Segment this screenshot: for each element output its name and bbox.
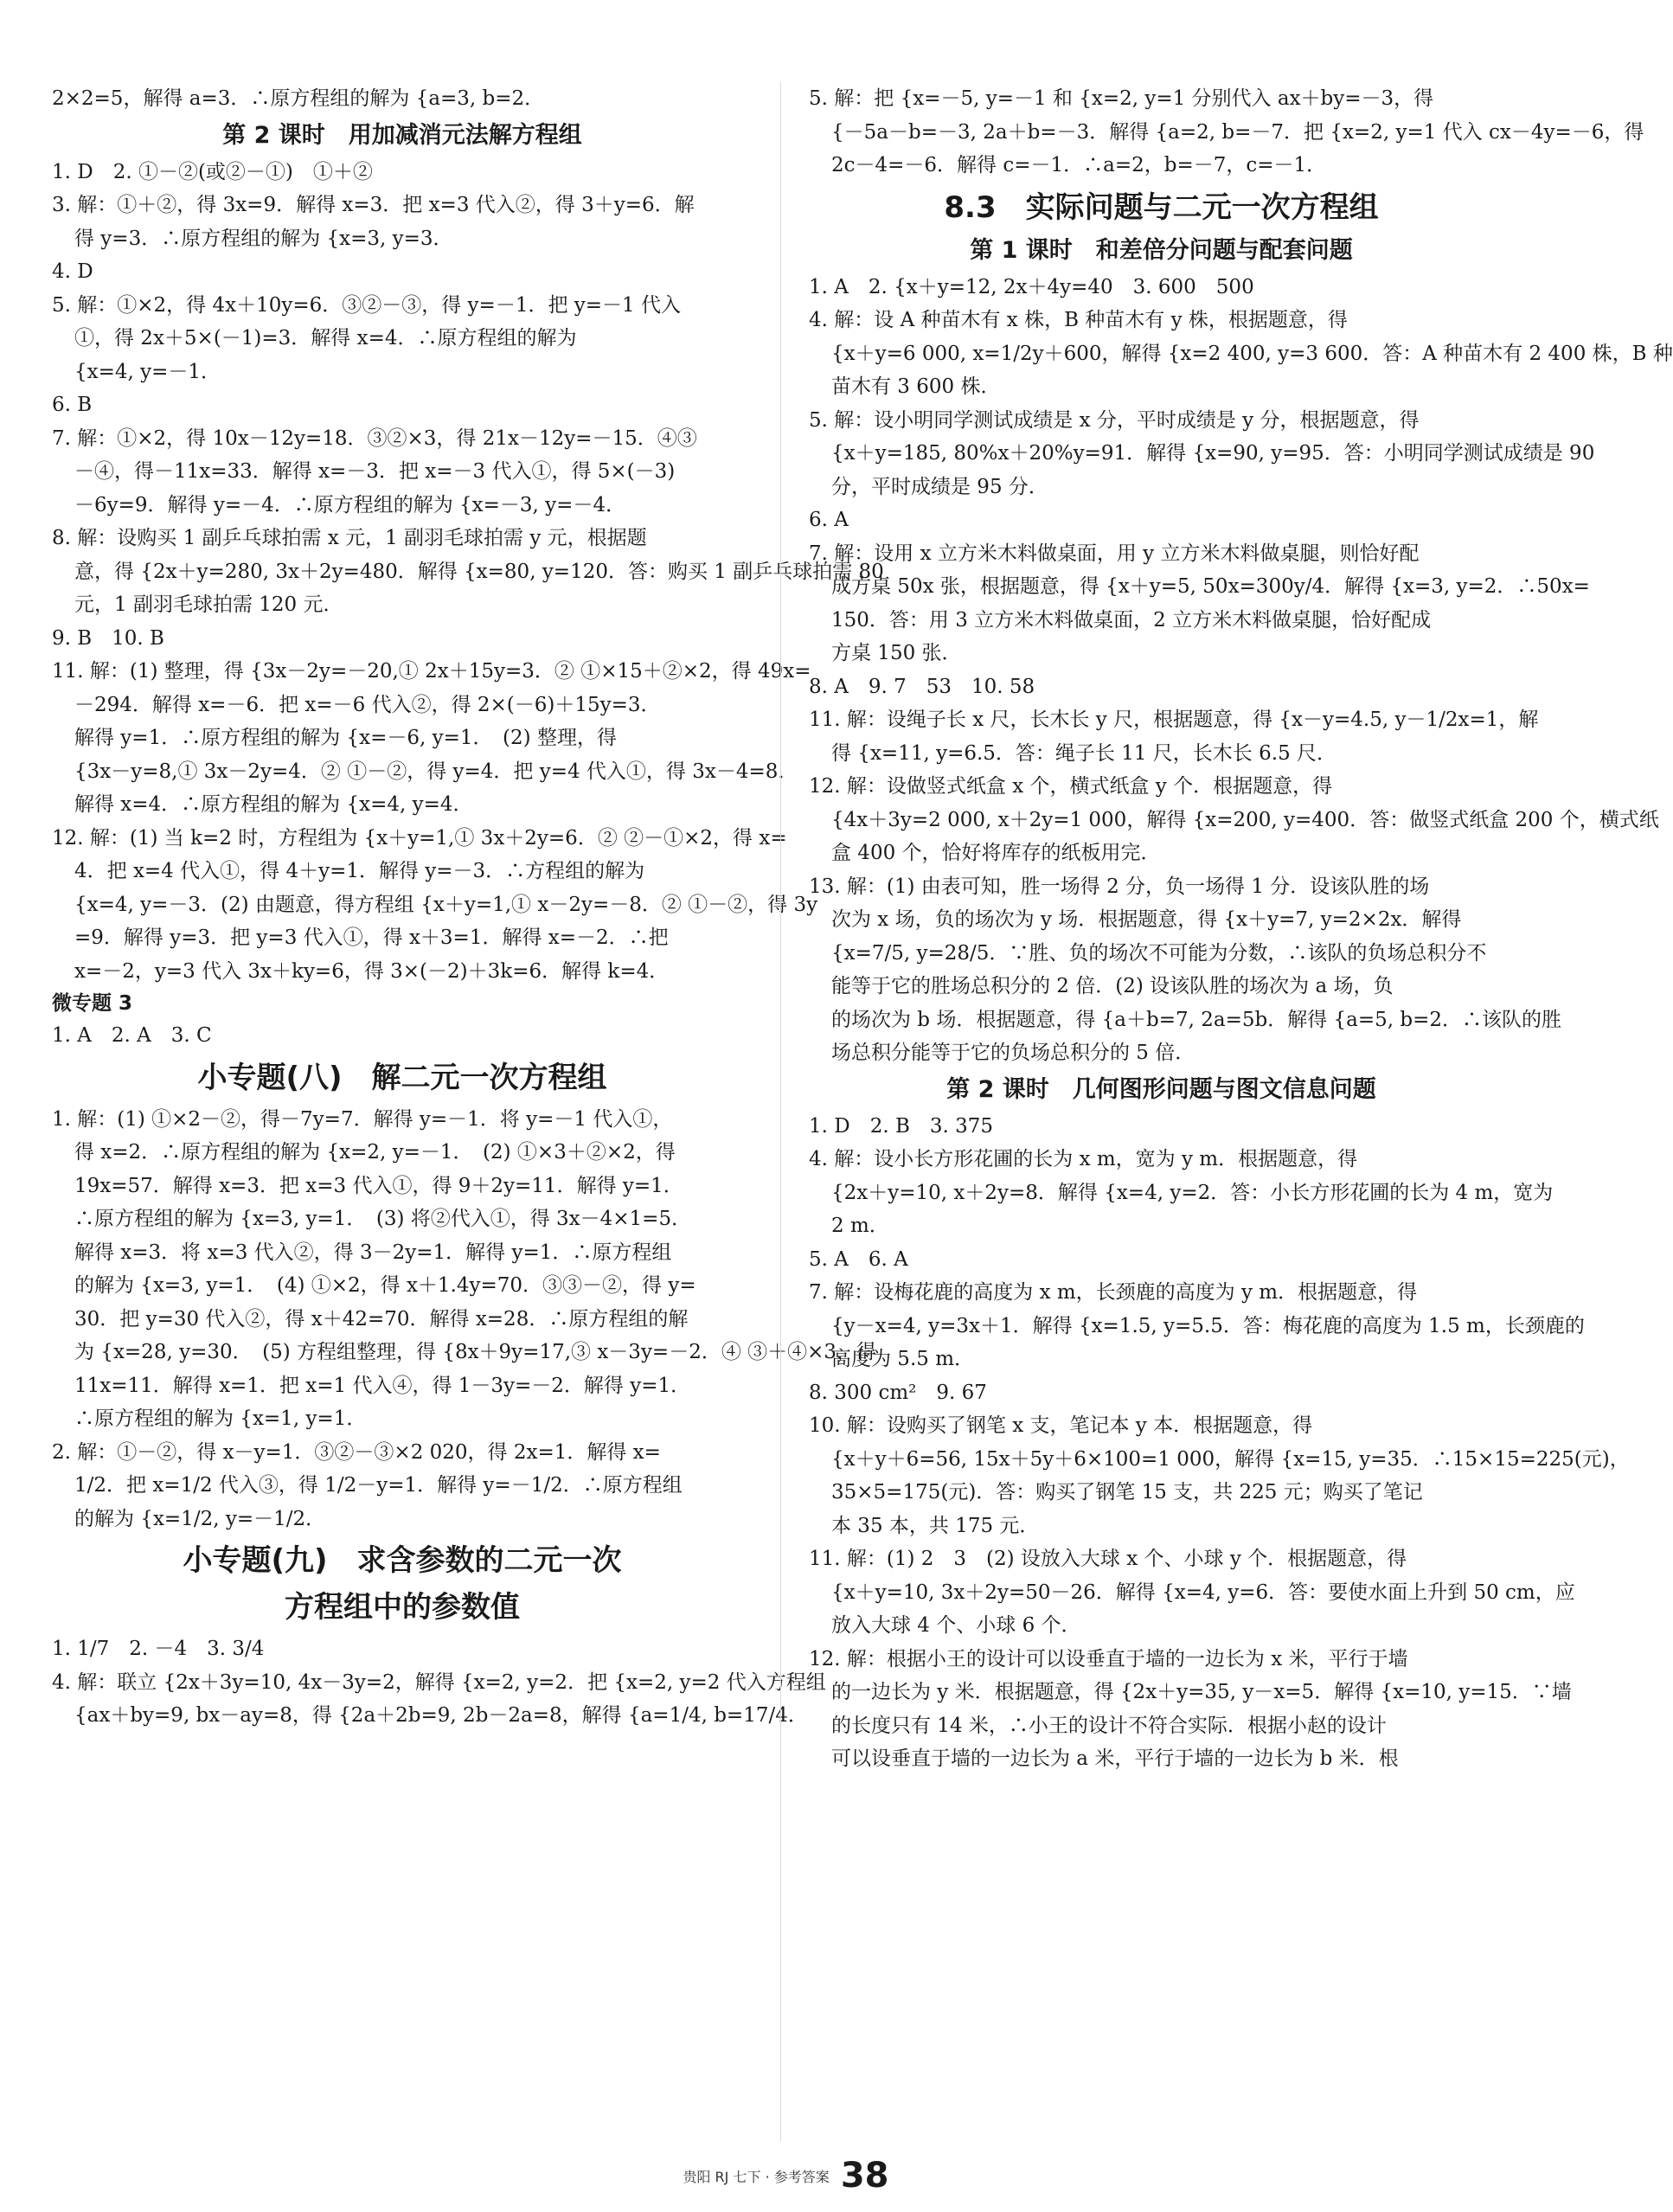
footer-label: 贵阳 RJ 七下 · 参考答案 bbox=[683, 2168, 830, 2185]
page-number: 38 bbox=[840, 2156, 889, 2196]
answer-line-continued: 解得 y=1．∴原方程组的解为 {x=－6, y=1． (2) 整理，得 bbox=[74, 727, 617, 749]
answer-line-continued: ①，得 2x＋5×(－1)=3．解得 x=4．∴原方程组的解为 bbox=[74, 327, 577, 349]
answer-line-continued: 的长度只有 14 米，∴小王的设计不符合实际．根据小赵的设计 bbox=[831, 1714, 1387, 1737]
answer-line-continued: －294．解得 x=－6．把 x=－6 代入②，得 2×(－6)＋15y=3． bbox=[74, 693, 661, 716]
section-heading: 小专题(八) 解二元一次方程组 bbox=[197, 1060, 607, 1095]
answer-line: 12. 解：设做竖式纸盒 x 个，横式纸盒 y 个．根据题意，得 bbox=[809, 775, 1333, 798]
lesson-heading: 第 2 课时 用加减消元法解方程组 bbox=[222, 121, 582, 149]
answer-line-continued: 苗木有 3 600 株． bbox=[831, 375, 1001, 398]
answer-line-continued: 19x=57．解得 x=3．把 x=3 代入①，得 9＋2y=11．解得 y=1． bbox=[74, 1174, 683, 1197]
answer-line: 1. 1/7 2. －4 3. 3/4 bbox=[52, 1638, 265, 1660]
answer-line: 2. 解：①－②，得 x－y=1．③②－③×2 020，得 2x=1．解得 x= bbox=[52, 1440, 661, 1464]
answer-line-continued: {4x＋3y=2 000, x＋2y=1 000，解得 {x=200, y=400．答：做竖式纸盒 200 个，横式纸 bbox=[831, 808, 1659, 831]
answer-line-continued: 得 {x=11, y=6.5．答：绳子长 11 尺，长木长 6.5 尺． bbox=[831, 741, 1337, 765]
answer-line-continued: {x=4, y=－3．(2) 由题意，得方程组 {x＋y=1,① x－2y=－8．② ①－②，得 3y bbox=[74, 893, 818, 916]
answer-line-continued: 11x=11．解得 x=1．把 x=1 代入④，得 1－3y=－2．解得 y=1． bbox=[74, 1374, 691, 1397]
answer-line: 1. A 2. A 3. C bbox=[52, 1024, 212, 1047]
answer-line-continued: －④，得－11x=33．解得 x=－3．把 x=－3 代入①，得 5×(－3) bbox=[74, 460, 676, 483]
answer-line-continued: 次为 x 场，负的场次为 y 场．根据题意，得 {x＋y=7, y=2×2x．解得 bbox=[831, 908, 1462, 931]
topic-heading: 微专题 3 bbox=[52, 992, 133, 1015]
section-heading: 方程组中的参数值 bbox=[285, 1590, 520, 1625]
answer-line-continued: 盒 400 个，恰好将库存的纸板用完． bbox=[831, 842, 1161, 864]
answer-line: 1. D 2. B 3. 375 bbox=[809, 1114, 994, 1138]
answer-line-continued: {x＋y=185, 80%x＋20%y=91．解得 {x=90, y=95．答：小明同学测试成绩是 90 bbox=[831, 442, 1595, 465]
section-heading: 8.3 实际问题与二元一次方程组 bbox=[944, 189, 1379, 225]
answer-line-continued: {x＋y＋6=56, 15x＋5y＋6×100=1 000，解得 {x=15, y=35．∴15×15=225(元)， bbox=[831, 1447, 1630, 1471]
answer-line-continued: 35×5=175(元)．答：购买了钢笔 15 支，共 225 元；购买了笔记 bbox=[831, 1481, 1423, 1504]
answer-line: 6. A bbox=[809, 509, 849, 531]
answer-line-continued: {x=7/5, y=28/5．∵胜、负的场次不可能为分数，∴该队的负场总积分不 bbox=[831, 941, 1487, 965]
page-footer bbox=[0, 2156, 1572, 2196]
answer-line-continued: 高度为 5.5 m． bbox=[831, 1348, 975, 1370]
answer-line-continued: 为 {x=28, y=30． (5) 方程组整理，得 {8x＋9y=17,③ x－3y=－2．④ ③＋④×3，得 bbox=[74, 1341, 877, 1363]
answer-line-continued: －6y=9．解得 y=－4．∴原方程组的解为 {x=－3, y=－4． bbox=[74, 493, 626, 516]
answer-line-continued: {x=4, y=－1． bbox=[74, 360, 221, 383]
answer-line: 6. B bbox=[52, 394, 93, 416]
answer-line-continued: 解得 x=4．∴原方程组的解为 {x=4, y=4． bbox=[74, 793, 473, 816]
answer-line-continued: 2c－4=－6．解得 c=－1．∴a=2，b=－7，c=－1． bbox=[831, 154, 1327, 176]
answer-line-continued: 成方桌 50x 张，根据题意，得 {x＋y=5, 50x=300y/4．解得 {x=3, y=2．∴50x= bbox=[831, 575, 1590, 598]
answer-line: 3. 解：①＋②，得 3x=9．解得 x=3．把 x=3 代入②，得 3＋y=6．解 bbox=[52, 194, 695, 216]
answer-line: 8. A 9. 7 53 10. 58 bbox=[809, 675, 1035, 698]
lesson-heading: 第 1 课时 和差倍分问题与配套问题 bbox=[970, 236, 1353, 264]
answer-line-continued: 的场次为 b 场．根据题意，得 {a＋b=7, 2a=5b．解得 {a=5, b=2．∴该队的胜 bbox=[831, 1008, 1562, 1031]
answer-line: 12. 解：根据小王的设计可以设垂直于墙的一边长为 x 米，平行于墙 bbox=[809, 1647, 1408, 1670]
answer-line: 11. 解：(1) 整理，得 {3x－2y=－20,① 2x＋15y=3．② ①×15＋②×2，得 49x= bbox=[52, 660, 811, 683]
answer-line-continued: x=－2，y=3 代入 3x＋ky=6，得 3×(－2)＋3k=6．解得 k=4． bbox=[74, 959, 670, 983]
answer-line: 11. 解：设绳子长 x 尺，长木长 y 尺，根据题意，得 {x－y=4.5, y－1/2x=1，解 bbox=[809, 708, 1539, 731]
answer-line-continued: =9．解得 y=3．把 y=3 代入①，得 x＋3=1．解得 x=－2．∴把 bbox=[74, 926, 669, 949]
answer-line: 4. 解：设 A 种苗木有 x 株，B 种苗木有 y 株，根据题意，得 bbox=[809, 309, 1348, 331]
answer-line-continued: {－5a－b=－3, 2a＋b=－3．解得 {a=2, b=－7．把 {x=2, y=1 代入 cx－4y=－6，得 bbox=[831, 120, 1644, 144]
answer-line-continued: 能等于它的胜场总积分的 2 倍．(2) 设该队胜的场次为 a 场，负 bbox=[831, 975, 1394, 997]
answer-line-continued: ∴原方程组的解为 {x=1, y=1． bbox=[74, 1407, 367, 1430]
lesson-heading: 第 2 课时 几何图形问题与图文信息问题 bbox=[946, 1075, 1376, 1103]
answer-line: 10. 解：设购买了钢笔 x 支，笔记本 y 本．根据题意，得 bbox=[809, 1414, 1313, 1437]
answer-line: 5. 解：把 {x=－5, y=－1 和 {x=2, y=1 分别代入 ax＋by=－3，得 bbox=[809, 87, 1434, 110]
answer-line-continued: 放入大球 4 个、小球 6 个． bbox=[831, 1614, 1081, 1637]
answer-line-continued: 1/2．把 x=1/2 代入③，得 1/2－y=1．解得 y=－1/2．∴原方程组 bbox=[74, 1474, 683, 1497]
answer-line-continued: 的解为 {x=3, y=1． (4) ①×2，得 x＋1.4y=70．③③－②，得 y= bbox=[74, 1274, 696, 1297]
right-column bbox=[809, 82, 1673, 2143]
answer-line-continued: 的解为 {x=1/2, y=－1/2． bbox=[74, 1507, 326, 1530]
answer-line: 1. A 2. {x＋y=12, 2x＋4y=40 3. 600 500 bbox=[809, 275, 1254, 298]
answer-line-continued: 的一边长为 y 米．根据题意，得 {2x＋y=35, y－x=5．解得 {x=10, y=15．∵墙 bbox=[831, 1681, 1572, 1703]
answer-line-continued: 4．把 x=4 代入①，得 4＋y=1．解得 y=－3．∴方程组的解为 bbox=[74, 860, 645, 882]
answer-line-continued: {x＋y=6 000, x=1/2y＋600，解得 {x=2 400, y=3 600．答：A 种苗木有 2 400 株，B 种 bbox=[831, 342, 1673, 365]
answer-line-continued: 30．把 y=30 代入②，得 x＋42=70．解得 x=28．∴原方程组的解 bbox=[74, 1307, 689, 1330]
answer-line-continued: ∴原方程组的解为 {x=3, y=1． (3) 将②代入①，得 3x－4×1=5． bbox=[74, 1208, 692, 1230]
answer-line-continued: 本 35 本，共 175 元． bbox=[831, 1514, 1040, 1537]
answer-line: 1. 解：(1) ①×2－②，得－7y=7．解得 y=－1．将 y=－1 代入①， bbox=[52, 1107, 673, 1131]
answer-line-continued: 分，平时成绩是 95 分． bbox=[831, 475, 1048, 498]
answer-line-continued: 150．答：用 3 立方米木料做桌面，2 立方米木料做桌腿，恰好配成 bbox=[831, 608, 1432, 632]
answer-line: 4. D bbox=[52, 260, 93, 283]
answer-line-continued: 得 y=3．∴原方程组的解为 {x=3, y=3． bbox=[74, 227, 453, 250]
answer-line-continued: {ax＋by=9, bx－ay=8，得 {2a＋2b=9, 2b－2a=8，解得 {a=1/4, b=17/4． bbox=[74, 1704, 808, 1727]
column-divider bbox=[780, 82, 781, 2141]
answer-line-continued: {3x－y=8,① 3x－2y=4．② ①－②，得 y=4．把 y=4 代入①，得 3x－4=8． bbox=[74, 760, 798, 783]
answer-line: 4. 解：设小长方形花圃的长为 x m，宽为 y m．根据题意，得 bbox=[809, 1148, 1358, 1170]
answer-line: 9. B 10. B bbox=[52, 626, 164, 650]
answer-line-continued: {2x＋y=10, x＋2y=8．解得 {x=4, y=2．答：小长方形花圃的长为 4 m，宽为 bbox=[831, 1181, 1554, 1204]
answer-line-continued: {y－x=4, y=3x＋1．解得 {x=1.5, y=5.5．答：梅花鹿的高度为 1.5 m，长颈鹿的 bbox=[831, 1314, 1585, 1337]
answer-line-continued: 可以设垂直于墙的一边长为 a 米，平行于墙的一边长为 b 米．根 bbox=[831, 1747, 1399, 1770]
answer-line: 7. 解：设用 x 立方米木料做桌面，用 y 立方米木料做桌腿，则恰好配 bbox=[809, 542, 1420, 565]
answer-line: 8. 解：设购买 1 副乒乓球拍需 x 元，1 副羽毛球拍需 y 元，根据题 bbox=[52, 527, 647, 549]
answer-line-continued: 场总积分能等于它的负场总积分的 5 倍． bbox=[831, 1042, 1195, 1064]
answer-line-continued: 2 m． bbox=[831, 1215, 889, 1237]
answer-line-continued: 解得 x=3．将 x=3 代入②，得 3－2y=1．解得 y=1．∴原方程组 bbox=[74, 1241, 672, 1264]
answer-line-continued: 方桌 150 张． bbox=[831, 642, 962, 664]
answer-line: 5. A 6. A bbox=[809, 1247, 908, 1271]
answer-line-continued: {x＋y=10, 3x＋2y=50－26．解得 {x=4, y=6．答：要使水面上升到 50 cm，应 bbox=[831, 1580, 1575, 1604]
answer-line: 1. D 2. ①－②(或②－①) ①＋② bbox=[52, 160, 373, 183]
answer-line: 7. 解：①×2，得 10x－12y=18．③②×3，得 21x－12y=－15．④③ bbox=[52, 426, 697, 450]
answer-line: 5. 解：设小明同学测试成绩是 x 分，平时成绩是 y 分，根据题意，得 bbox=[809, 408, 1420, 432]
answer-line: 2×2=5，解得 a=3．∴原方程组的解为 {a=3, b=2． bbox=[52, 87, 545, 110]
section-heading: 小专题(九) 求含参数的二元一次 bbox=[183, 1543, 622, 1578]
answer-line: 7. 解：设梅花鹿的高度为 x m，长颈鹿的高度为 y m．根据题意，得 bbox=[809, 1281, 1418, 1304]
answer-line: 4. 解：联立 {2x＋3y=10, 4x－3y=2，解得 {x=2, y=2．把 {x=2, y=2 代入方程组 bbox=[52, 1670, 826, 1694]
answer-line: 12. 解：(1) 当 k=2 时，方程组为 {x＋y=1,① 3x＋2y=6．② ②－①×2，得 x= bbox=[52, 826, 787, 850]
answer-line: 5. 解：①×2，得 4x＋10y=6．③②－③，得 y=－1．把 y=－1 代入 bbox=[52, 293, 681, 317]
answer-line: 8. 300 cm² 9. 67 bbox=[809, 1381, 987, 1404]
answer-line-continued: 意，得 {2x＋y=280, 3x＋2y=480．解得 {x=80, y=120．答：购买 1 副乒乓球拍需 80 bbox=[74, 560, 884, 583]
answer-line: 13. 解：(1) 由表可知，胜一场得 2 分，负一场得 1 分．设该队胜的场 bbox=[809, 875, 1430, 898]
answer-line-continued: 得 x=2．∴原方程组的解为 {x=2, y=－1． (2) ①×3＋②×2，得 bbox=[74, 1141, 676, 1164]
answer-line: 11. 解：(1) 2 3 (2) 设放入大球 x 个、小球 y 个．根据题意，得 bbox=[809, 1548, 1407, 1570]
answer-line-continued: 元，1 副羽毛球拍需 120 元． bbox=[74, 593, 343, 616]
